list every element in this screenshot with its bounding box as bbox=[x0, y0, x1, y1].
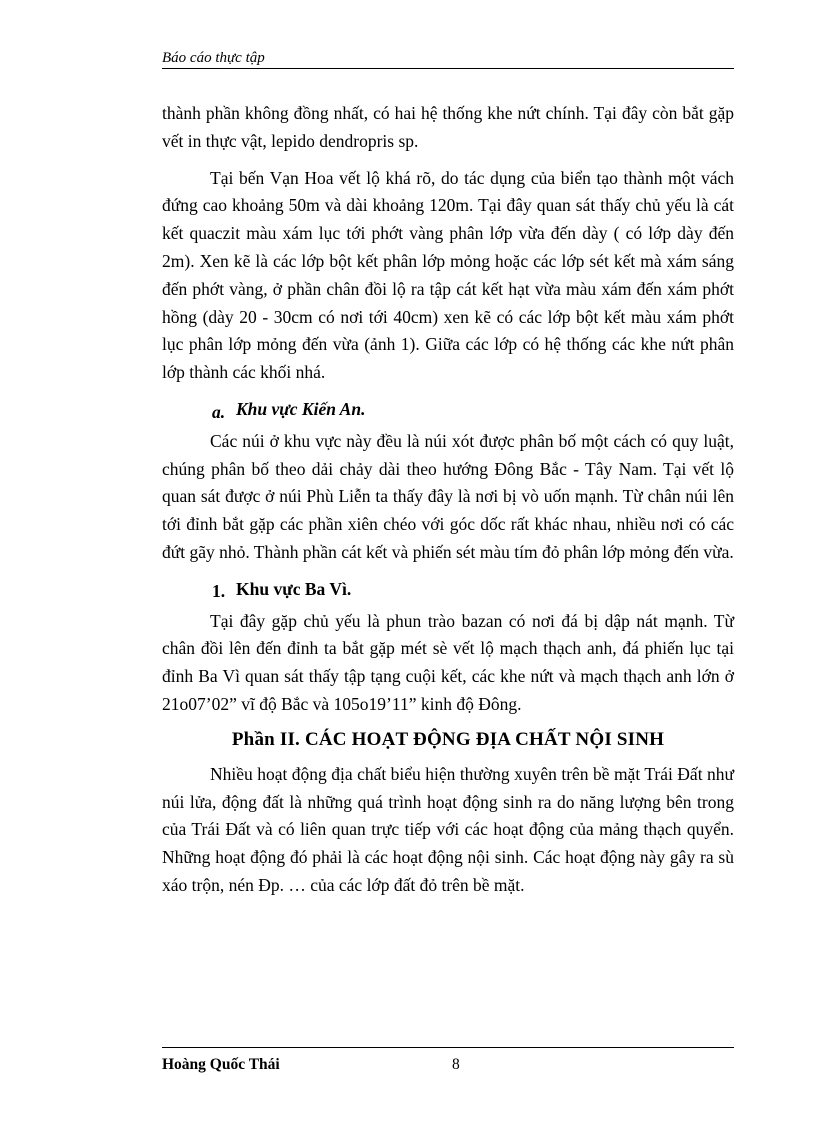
section-number-a: a. bbox=[212, 401, 226, 422]
section-title-ba-vi: Khu vực Ba Vì. bbox=[236, 578, 352, 599]
section-number-1: 1. bbox=[212, 580, 226, 601]
paragraph-2: Tại bến Vạn Hoa vết lộ khá rõ, do tác dụng của biển tạo thành một vách đứng cao khoảng 50m và dài khoảng 120m. Tại đây quan sát thấy chủ yếu là cát kết quaczit màu xám lục tới phớt vàng phân lớp vừa đến dày ( có lớp dày đến 2m). Xen kẽ là các lớp bột kết phân lớp mỏng hoặc các lớp sét kết mà xám sáng đến phớt vàng, ở phần chân đồi lộ ra tập cát kết hạt vừa màu xám đến xám phớt hồng (dày 20 - 30cm có nơi tới 40cm) xen kẽ có các lớp bột kết màu xám phớt lục phân lớp mỏng đến vừa (ảnh 1). Giữa các lớp có hệ thống các khe nứt phân lớp thành các khối nhá. bbox=[162, 167, 734, 383]
part-heading: Phần II. CÁC HOẠT ĐỘNG ĐỊA CHẤT NỘI SINH bbox=[231, 728, 665, 750]
section-heading-ba-vi bbox=[162, 576, 734, 604]
paragraph-5: Nhiều hoạt động địa chất biểu hiện thường xuyên trên bề mặt Trái Đất như núi lửa, động đất là những quá trình hoạt động sinh ra do năng lượng bên trong của Trái Đất và có liên quan trực tiếp với các hoạt động của mảng thạch quyển. Những hoạt động đó phải là các hoạt động nội sinh. Các hoạt động này gây ra sù xáo trộn, nén Đp. … của các lớp đất đỏ trên bề mặt. bbox=[162, 763, 734, 895]
page-footer bbox=[162, 1047, 734, 1078]
paragraph-4: Tại đây gặp chủ yếu là phun trào bazan có nơi đá bị dập nát mạnh. Từ chân đồi lên đến đỉnh ta bắt gặp mét sè vết lộ mạch thạch anh, đá phiến lục tại đỉnh Ba Vì quan sát thấy tập tạng cuội kết, các khe nứt và mạch thạch anh lớn ở 21o07’02” vĩ độ Bắc và 105o19’11” kinh độ Đông. bbox=[162, 610, 734, 714]
section-heading-kien-an bbox=[162, 396, 734, 424]
section-title-kien-an: Khu vực Kiến An. bbox=[236, 398, 366, 419]
page-header bbox=[162, 48, 734, 69]
header-title: Báo cáo thực tập bbox=[162, 50, 265, 66]
paragraph-1: thành phần không đồng nhất, có hai hệ thống khe nứt chính. Tại đây còn bắt gặp vết in thực vật, lepido dendropris sp. bbox=[162, 103, 734, 151]
page-number: 8 bbox=[452, 1056, 460, 1073]
page-body bbox=[162, 100, 734, 900]
paragraph-3: Các núi ở khu vực này đều là núi xót được phân bố một cách có quy luật, chúng phân bố theo dải chảy dài theo hướng Đông Bắc - Tây Nam. Tại vết lộ quan sát được ở núi Phù Liễn ta thấy đây là nơi bị vò uốn mạnh. Từ chân núi lên tới đỉnh bắt gặp các phần xiên chéo với góc dốc rất khác nhau, nhiều nơi có các đứt gãy nhỏ. Thành phần cát kết và phiến sét màu tím đỏ phân lớp mỏng đến vừa. bbox=[162, 430, 734, 562]
footer-author: Hoàng Quốc Thái bbox=[162, 1056, 280, 1073]
